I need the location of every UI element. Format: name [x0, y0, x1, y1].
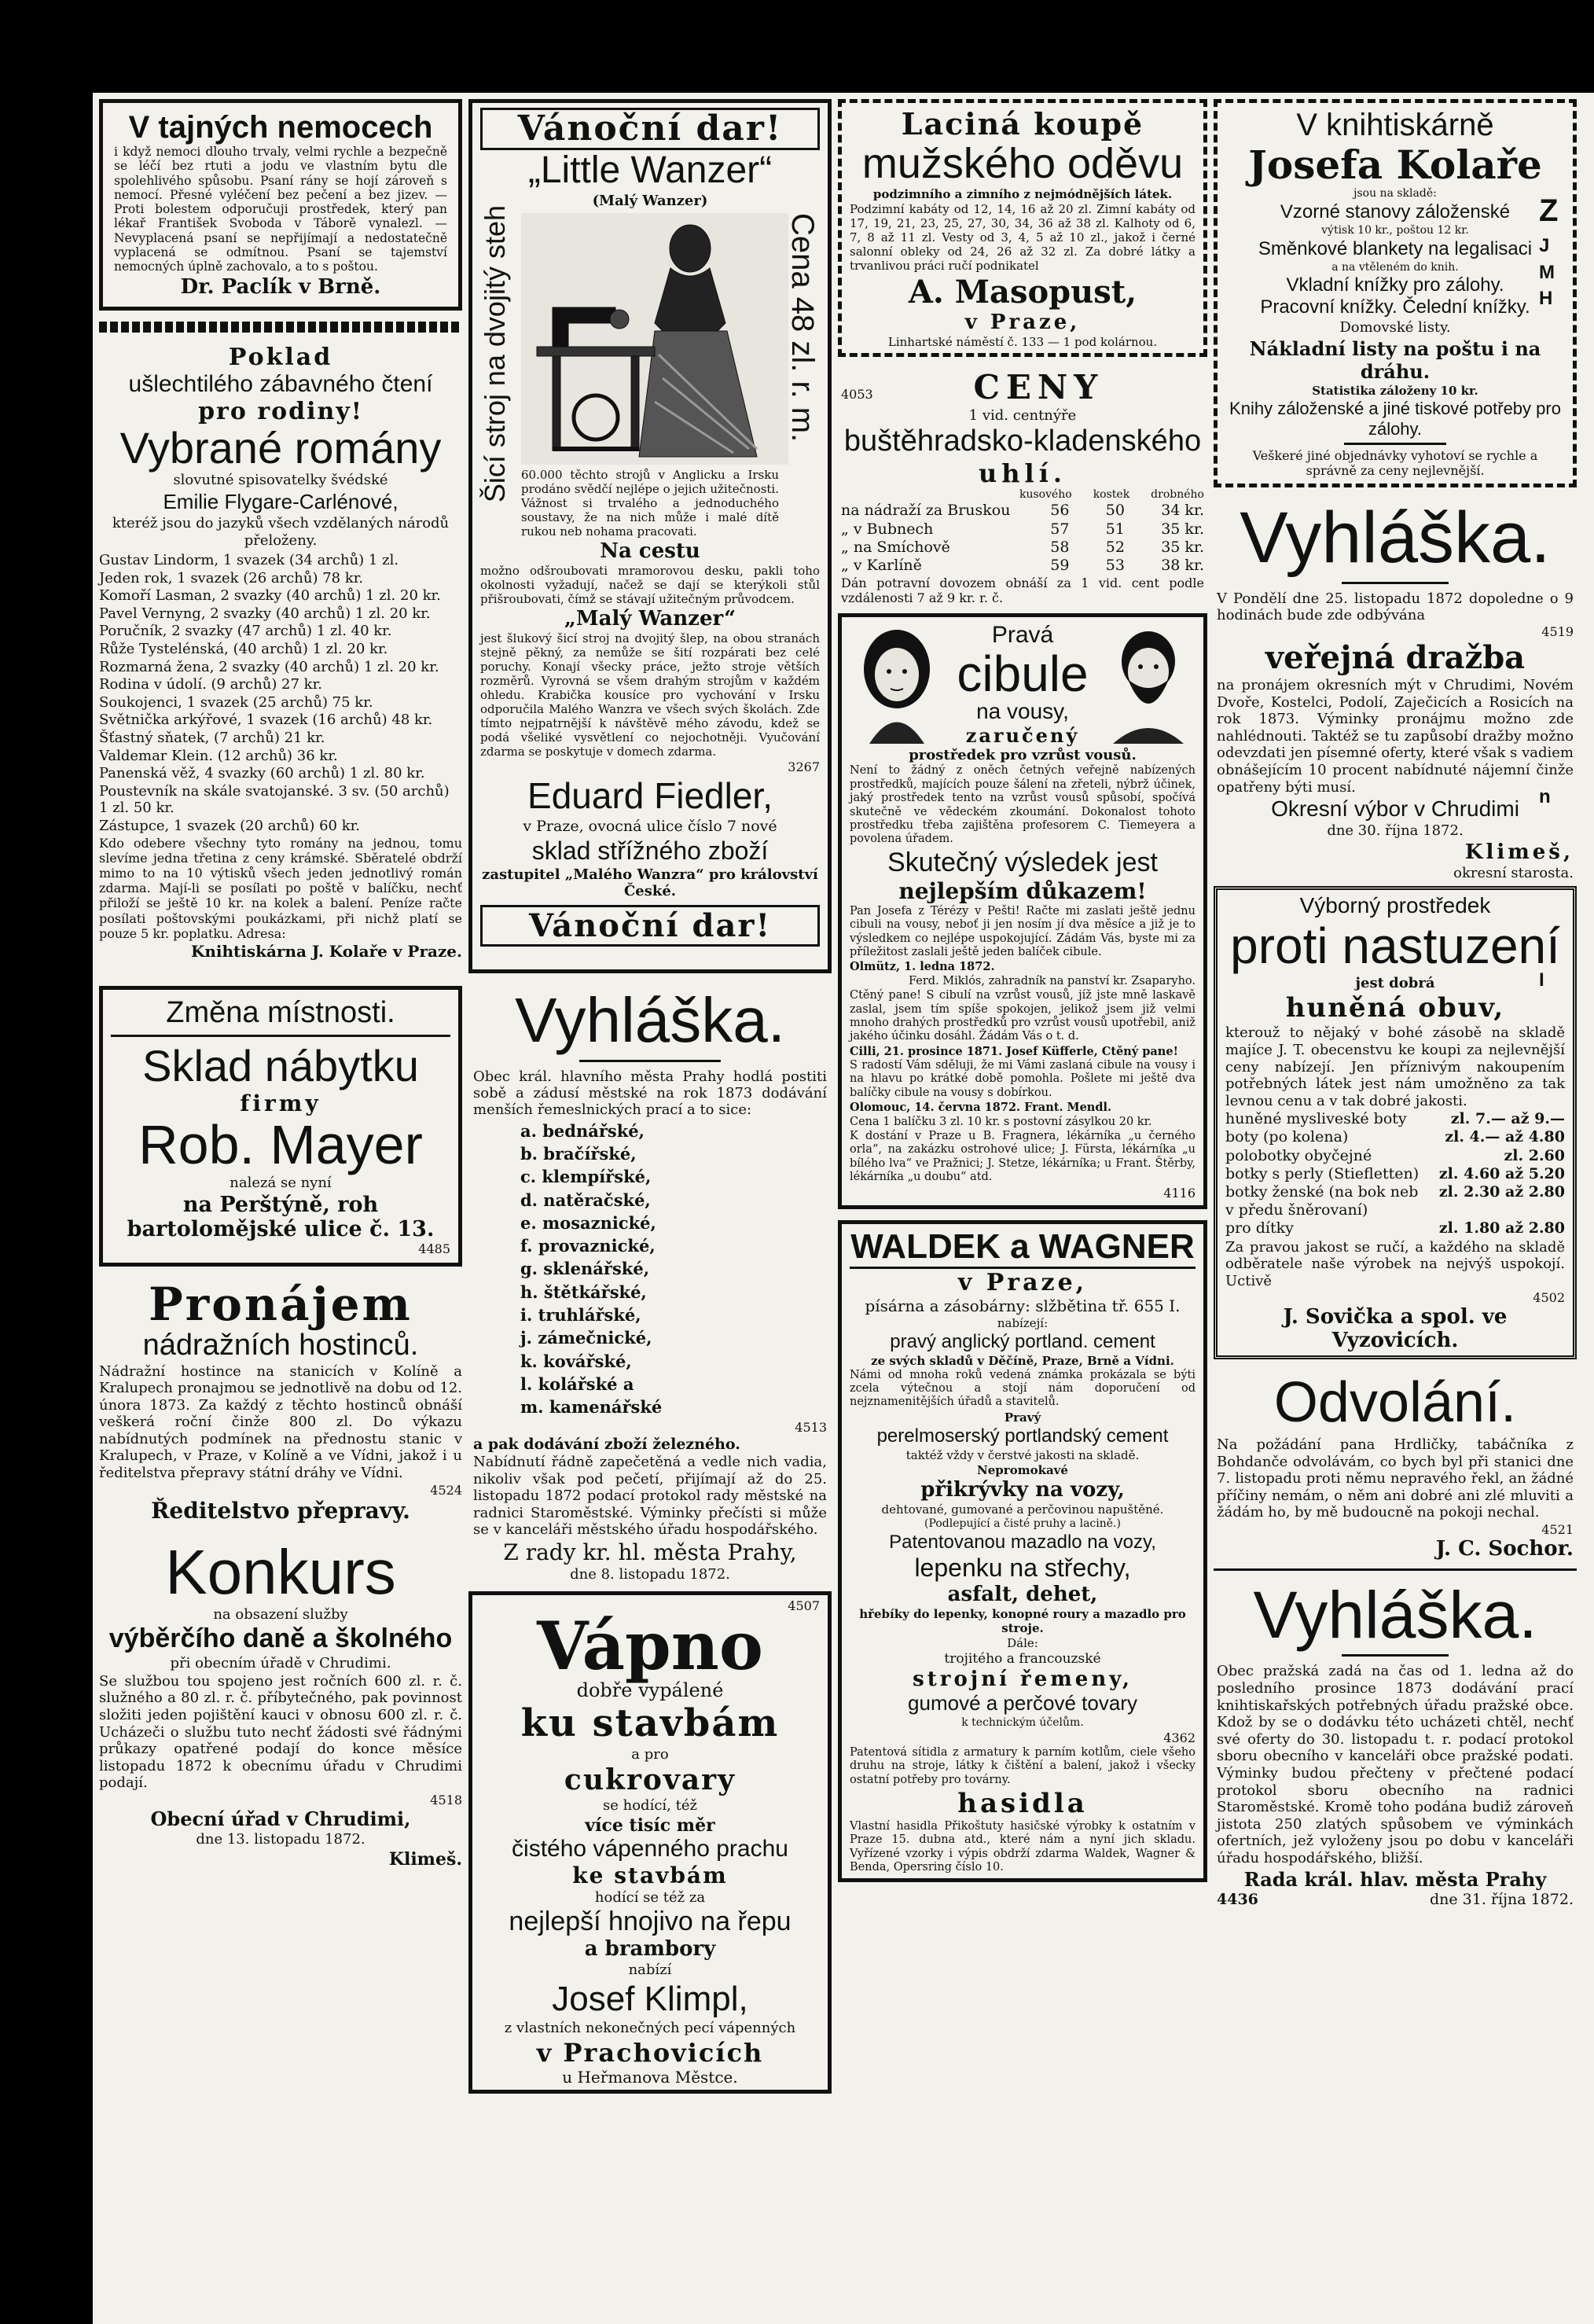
table-cell: zl. 2.60 [1504, 1146, 1565, 1164]
ad-signature: Z rady kr. hl. města Prahy, [503, 1539, 797, 1565]
book-list [99, 552, 462, 835]
ad-testimonial-sign: Cilli, 21. prosince 1871. Josef Küfferle, Ctěný pane! [850, 1044, 1178, 1058]
list-item: g. sklenářské, [520, 1259, 650, 1279]
ad-headline: veřejná dražba [1265, 639, 1526, 677]
divider [1342, 582, 1449, 584]
ad-signature: Klimeš, [1464, 840, 1574, 864]
ad-product: perelmoserský portlandský cement [876, 1425, 1169, 1447]
ad-product: asfalt, dehet, [947, 1582, 1098, 1606]
ad-headline: proti nastuzení [1230, 917, 1560, 975]
table-cell: zl. 2.30 až 2.80 [1438, 1183, 1565, 1201]
list-item: Poustevník na skále svatojanské. 3 sv. (50 archů) 1 zl. 50 kr. [99, 782, 450, 817]
ad-item: Knihy záloženské a jiné tiskové potřeby pro zálohy. [1229, 398, 1561, 439]
table-cell: polobotky obyčejné [1225, 1146, 1372, 1164]
divider [1214, 1568, 1577, 1571]
ad-signature: Obecní úřad v Chrudimi, [150, 1807, 411, 1830]
ad-signature: Klimeš. [388, 1848, 462, 1870]
ad-cibule [838, 613, 1207, 1208]
edge-glyph: J [1539, 235, 1550, 256]
ad-subline: pro rodiny! [198, 397, 363, 425]
table-cell: „ v Bubnech [841, 520, 934, 538]
divider [111, 1035, 450, 1037]
ad-number: 4513 [795, 1419, 827, 1435]
list-item: Jeden rok, 1 svazek (26 archů) 78 kr. [99, 569, 364, 587]
list-item: k. kovářské, [520, 1351, 632, 1371]
ad-title: WALDEK a WAGNER [850, 1227, 1196, 1269]
table-cell: zl. 4.60 až 5.20 [1438, 1164, 1565, 1182]
edge-glyph: M [1539, 261, 1555, 283]
table-cell: 50 [1105, 502, 1125, 520]
ad-headline: ku stavbám [520, 1701, 780, 1745]
list-item: Zástupce, 1 svazek (20 archů) 60 kr. [99, 818, 360, 835]
ad-date: dne 8. listopadu 1872. [570, 1565, 730, 1583]
ad-product: gumové a perčové tovary [908, 1690, 1137, 1715]
ad-role: okresní starosta. [1453, 864, 1574, 881]
ad-subhead: „Malý Wanzer“ [564, 606, 736, 631]
ad-tajne-nemoci [99, 99, 462, 311]
ad-number: 4436 [1217, 1890, 1258, 1908]
ad-huneny-obuv [1214, 886, 1577, 1359]
list-item: Světnička arkýřové, 1 svazek (16 archů) 48 kr. [99, 712, 433, 729]
list-item: Gustav Lindorm, 1 svazek (34 archů) 1 zl. [99, 552, 399, 569]
ad-odvolani [1214, 1370, 1577, 1561]
ad-vanocni-dar [468, 99, 832, 973]
list-item: e. mosaznické, [520, 1212, 656, 1233]
ad-text: trojitého a francouzské [944, 1650, 1101, 1667]
ad-city: v Praze, [964, 310, 1081, 334]
ad-body: i když nemoci dlouho trvaly, velmi rychle a bezpečně se léčí bez rtuti a jodu ve vlastním bytu dle spolehlivého spůsobu. Psaní rány se hojí zároveň s nemocí. Přesné vyléčení bez pečení a bez jizev. — Proti bolestem odporučuji prostředek, který pan lékař František Svoboda v Táborě vynalezl. — Nevyplacená psaní se nepřijímají a nedostatečně vyplacená se odmítnou. Psaní se tajemství nemocných úplně zachovalo, a to s poštou. [114, 145, 447, 274]
ad-subline: nejlepší hnojivo na řepu [509, 1907, 791, 1937]
ad-body: Za pravou jakost se ručí, a každého na skladě odběratele naše výrobek na nejvýš uspokojí. Uctivě [1225, 1238, 1565, 1289]
edge-glyph: Z [1539, 193, 1559, 228]
ad-item: Vzorné stanovy záloženské [1280, 200, 1511, 222]
ad-vapno [468, 1591, 832, 2094]
table-cell: boty (po kolena) [1225, 1128, 1349, 1146]
list-item: Panenská věž, 4 svazky (60 archů) 1 zl. 80 kr. [99, 765, 425, 782]
ad-lacina-koupe [838, 99, 1207, 357]
ad-product-name: „Little Wanzer“ [527, 149, 773, 192]
ad-city: v Praze, [957, 1268, 1088, 1296]
ornament-divider [99, 322, 462, 333]
list-item: Šťastný sňatek, (7 archů) 21 kr. [99, 730, 325, 747]
ad-number: 4485 [418, 1241, 450, 1256]
ad-name: Eduard Fiedler, [527, 774, 773, 816]
ad-headline: cukrovary [564, 1763, 736, 1797]
ad-vertical-text: Cena 48 zl. r. m. [785, 213, 820, 443]
ad-body: S radostí Vám sděluji, že mi Vámi zaslaná cibule na vousy i na hlavu po krátké době pomohla. Pošlete mi ještě dva balíčky cibule na vousy s dobírkou. [850, 1059, 1196, 1099]
divider [579, 1060, 721, 1062]
list-item: i. truhlářské, [520, 1305, 641, 1326]
ad-body: Pan Josefa z Térézy v Pešti! Račte mi zaslati ještě jednu cibuli na vousy, neboť ji jen nosím jí dva měsíce a již je to výsledkem co nejlépe uspokojující. Zádám Vás, byste mi za příležitost zaslali ještě jeden balíček cibule. [850, 904, 1196, 958]
ad-vyhlaska-praha [468, 984, 832, 1583]
ad-text: nalezá se nyní [230, 1175, 332, 1192]
divider [1342, 1654, 1449, 1657]
table-row [841, 557, 1204, 575]
ad-headline: cibule [957, 645, 1089, 703]
table-cell: 51 [1105, 520, 1125, 538]
table-row [841, 520, 1204, 539]
ad-text: více tisíc měr [585, 1815, 715, 1836]
column-4 [1214, 99, 1577, 1909]
ad-subline: a brambory [584, 1937, 716, 1962]
ad-address: na Perštýně, roh bartolomějské ulice č. 13. [127, 1192, 435, 1241]
ad-text: Dále: [1007, 1635, 1038, 1650]
ad-number: 4507 [788, 1598, 820, 1613]
ad-text: z vlastních nekonečných pecí vápenných [504, 2019, 796, 2036]
list-item: Poručník, 2 svazky (47 archů) 1 zl. 40 kr. [99, 623, 392, 640]
ad-name: Rob. Mayer [138, 1113, 423, 1175]
list-item: a. bednářské, [520, 1120, 645, 1141]
table-cell: zl. 7.— až 9.— [1450, 1110, 1565, 1128]
list-item: Rozmarná žena, 2 svazky (40 archů) 1 zl. 20 kr. [99, 658, 439, 675]
ad-subline: zaručený [965, 724, 1080, 748]
list-item: h. štětkářské, [520, 1282, 647, 1302]
table-row [1225, 1147, 1565, 1165]
ad-body: Nádražní hostince na stanicích v Kolíně a Kralupech pronajmou se jednotlivě na dobu od 12. února 1873. Za každý z těchto hostinců obnáší veškerá roční činže 800 zl. Do výkazu nabídnutých podmínek na přednostu stanic v Kralupech, v Praze, v Kolíně a ve Vídni, jakož i u ředitelstva přepravy státní dráhy ve Vídni. [99, 1362, 462, 1482]
ad-title: Vápno [537, 1606, 763, 1685]
ad-body: Dán potravní dovozem obnáší za 1 vid. cent podle vzdálenosti 7 až 9 kr. r. č. [841, 575, 1204, 606]
ad-text: výtisk 10 kr., poštou 12 kr. [1321, 223, 1469, 237]
ad-konkurs [99, 1536, 462, 1870]
ad-text: Nepromokavé [977, 1462, 1068, 1477]
ad-signature: J. C. Sochor. [1435, 1537, 1574, 1561]
ad-signature: Okresní výbor v Chrudimi [1271, 796, 1519, 822]
list-item: j. zámečnické, [520, 1328, 652, 1348]
table-row [841, 539, 1204, 557]
ad-headline: Konkurs [165, 1536, 396, 1607]
ad-number: 4518 [430, 1793, 462, 1807]
ad-body: K dostání v Praze u B. Fragnera, lékárníka „u černého orla“, na zakázku ostrohové ulice; J. Fürsta, lékárníka „u bílého lva“ ve Pražnici; J. Stetze, lékárníka; u Frant. Štěrby, lékárníka „u doubu“ atd. [850, 1130, 1196, 1184]
table-cell: 38 kr. [1161, 556, 1204, 574]
ad-body: Obec král. hlavního města Prahy hodlá postiti sobě a zádusí městské na rok 1873 dodávání menších řemeslnických prací a to sice: [473, 1068, 827, 1119]
ad-item: Vkladní knížky pro zálohy. [1286, 274, 1504, 296]
ad-headline: Vybrané romány [119, 422, 442, 473]
ad-text: Pravá [991, 622, 1054, 649]
ad-text: Pravý [1004, 1410, 1041, 1425]
ad-price: Cena 1 balíčku 3 zl. 10 kr. s postovní zásylkou 20 kr. [850, 1115, 1152, 1128]
ad-text: dobře vypálené [576, 1679, 724, 1701]
ad-headline: uhlí. [979, 458, 1067, 489]
ad-subline: nádražních hostinců. [142, 1328, 419, 1362]
ad-body: Vlastní hasidla Přikoštuty hasičské výrobky k ostatním v Praze 15. dubna atd., které nám a nyní jich skladu. Vyřízené vzorky i výpis obdrží zdarma Waldek, Wagner & Benda, Opersring číslo 10. [850, 1819, 1196, 1874]
ad-vyhlaska-chrudim [1214, 498, 1577, 881]
ad-headline: mužského oděvu [861, 140, 1184, 187]
ad-signature: Rada král. hlav. města Prahy [1243, 1867, 1547, 1891]
ad-text: nabízejí: [997, 1315, 1049, 1330]
ad-headline: Sklad nábytku [142, 1040, 419, 1090]
ad-text: hřebíky do lepenky, konopné roury a mazadlo pro stroje. [859, 1606, 1186, 1635]
ad-signature: Dr. Paclík v Brně. [180, 274, 381, 299]
ad-text: se hodící, též [603, 1797, 697, 1815]
ad-text: Domovské listy. [1339, 319, 1451, 336]
list-item: m. kamenářské [520, 1397, 663, 1418]
ad-signature: Ředitelstvo přepravy. [151, 1497, 410, 1524]
ad-subline: ke stavbám [572, 1862, 728, 1888]
table-header-cell: kusového [1019, 488, 1072, 502]
ad-address: v Praze, ovocná ulice číslo 7 nové [523, 817, 777, 835]
ad-headline: Josefa Kolaře [1248, 142, 1542, 188]
ad-address: písárna a zásobárny: slžbětina tř. 655 I. [865, 1296, 1181, 1315]
ad-title: V tajných nemocech [128, 110, 433, 145]
ad-headline: Laciná koupě [901, 106, 1144, 142]
list-item: Pavel Vernyng, 2 svazky (40 archů) 1 zl. 20 kr. [99, 605, 431, 622]
ad-body: jest šlukový šicí stroj na dvojitý šlep, na obou stranách stejně pěkný, za nemůže se šití rozpárati bez celé poruchy. Konají všecky práce, ježto stroje větších rozměrů. Vyrovná se všem drahým strojům v každém ohledu. Krabička kousíce pro vychování v Irsku odporučila Malého Wanzra ve všech svých školách. Zde tímto nejpatrnější k návštěvě mého závodu, kdež se podá všeliké vysvětlení co nejochotněji. Vyučování zdarma se poskytuje v domech zdarma. [480, 631, 820, 759]
ad-subline: ušlechtilého zábavného čtení [128, 370, 433, 397]
list-item: b. bračířské, [520, 1144, 637, 1164]
divider [1344, 443, 1446, 445]
ad-title: Odvolání. [1273, 1371, 1517, 1435]
ad-body: Podzimní kabáty od 12, 14, 16 až 20 zl. Zimní kabáty od 17, 19, 21, 23, 25, 27, 30, 34, 36 až 38 zl. Kalhoty od 6, 7, 8 až 11 zl. Vesty od 3, 4, 5 až 10 zl., jakož i černé salonní obleky od 24, 26 až 32 zl. Za dobré látky a trvanlivou práci ručí podnikatel [850, 201, 1196, 273]
ad-subhead: Na cestu [600, 539, 700, 563]
ad-ceny-uhli [838, 368, 1207, 606]
ad-subline: čistého vápenného prachu [512, 1835, 788, 1862]
ad-title: V knihtiskárně [1296, 108, 1494, 142]
ad-number: 3267 [788, 759, 820, 774]
ad-pronajem [99, 1277, 462, 1524]
ad-body: Obec pražská zadá na čas od 1. ledna až do posledního prosince 1873 dodávání prací knihtiskařských potřebných úřadu pražské obce. Kdož by se o dodávku této ucházeti chtěl, nechť své oferty do 30. listopadu t. r. podací protokol sboru obecního v kanceláři obce pražské podati. Výminky budou přečteny v přečtené podací protokol sboru obecního na radnici Staroměstské. Kromě toho podána budiž zároveň jistota 250 zlatých spůsobem ve výminkách ofertních, jež vyloženy jsou po dobu v kanceláři úřadu hospodářského, bližší. [1217, 1663, 1574, 1866]
ad-text: (Podlepující a čisté pruhy a lacině.) [924, 1517, 1121, 1530]
table-row [1225, 1110, 1565, 1128]
list-item: Komoří Lasman, 2 svazky (40 archů) 1 zl. 20 kr. [99, 587, 441, 605]
table-cell: 35 kr. [1161, 520, 1204, 538]
ad-date: dne 30. října 1872. [1327, 822, 1464, 840]
ad-product: hasidla [957, 1787, 1088, 1819]
ad-text: prostředek pro vzrůst vousů. [909, 747, 1137, 764]
edge-glyph: n [1539, 785, 1551, 807]
list-item: Růže Tystelénská, (40 archů) 1 zl. 20 kr. [99, 641, 388, 658]
ad-subline: na vousy, [976, 699, 1069, 724]
ad-product: lepenku na střechy, [914, 1553, 1131, 1582]
ad-headline: Poklad [228, 343, 333, 371]
table-cell: huněné mysliveské boty [1225, 1110, 1407, 1128]
ad-text: nabízí [628, 1962, 672, 1979]
ad-text: hodící se též za [594, 1888, 706, 1906]
ad-product-sub: (Malý Wanzer) [592, 193, 708, 210]
table-cell: zl. 1.80 až 2.80 [1438, 1219, 1565, 1237]
column-2 [468, 99, 832, 2105]
ad-text: a na vtěleném do knih. [1331, 260, 1459, 274]
ad-date: dne 13. listopadu 1872. [196, 1831, 365, 1848]
list-item: Rodina v údolí. (9 archů) 27 kr. [99, 676, 322, 693]
ad-text: dehtované, gumované a perčovinou napuštěné. [881, 1502, 1164, 1517]
table-header-cell: kostek [1093, 488, 1130, 502]
table-header-cell: drobného [1151, 488, 1204, 502]
table-cell: 35 kr. [1161, 538, 1204, 556]
ad-date: dne 31. října 1872. [1430, 1890, 1574, 1908]
table-cell: „ v Karlíně [841, 556, 922, 574]
ad-text: u Heřmanova Městce. [562, 2067, 738, 2087]
ad-vyhlaska-knihtisk [1214, 1579, 1577, 1909]
list-item: l. kolářské a [520, 1373, 634, 1394]
ad-knihtiskarna [1214, 99, 1577, 487]
ad-title: Vyhláška. [1240, 498, 1551, 579]
ad-text: na obsazení služby [213, 1605, 348, 1623]
table-row [1225, 1165, 1565, 1183]
table-cell: zl. 4.— až 4.80 [1445, 1128, 1565, 1146]
ad-body: V Pondělí dne 25. listopadu 1872 dopoledne o 9 hodinách bude zde odbývána [1217, 590, 1574, 623]
ad-vertical-text: Šicí stroj na dvojitý steh [479, 205, 511, 503]
column-3 [838, 99, 1207, 1893]
table-cell: botky s perly (Stiefletten) [1225, 1164, 1420, 1182]
woman-portrait-illustration [850, 626, 944, 744]
list-item: c. klempířské, [520, 1167, 652, 1187]
table-cell: pro dítky [1225, 1219, 1294, 1237]
ad-number: 4519 [1541, 624, 1574, 640]
ad-item: Pracovní knížky. Čelední knížky. [1260, 296, 1530, 318]
ad-body: Na požádání pana Hrdličky, tabáčníka z Bohdanče odvolávám, co bych byl při stanici dne 7. listopadu proti němu nepravého řekl, an žádné příčiny nemám, o něm ani dobré ani zlé mluviti a žádám ho, by mě budoucně na pokoji nechal. [1217, 1436, 1574, 1521]
table-row [1225, 1219, 1565, 1237]
ad-text: Statistika záloženy 10 kr. [1312, 383, 1478, 398]
ad-headline: Pronájem [149, 1277, 413, 1331]
ad-body: možno odšroubovati mramorovou desku, pakli toho okolnosti vyžadují, načež se dají se kterýkoli stůl přišroubovati, čímž se stávají užitečným průvodcem. [480, 563, 820, 606]
ad-address: Linhartské náměstí č. 133 — 1 pod kolárnou. [887, 334, 1158, 349]
ad-name: Josef Klimpl, [552, 1979, 748, 2018]
ad-text: slovutné spisovatelky švédské [173, 472, 388, 489]
ad-zmena-mistnosti [99, 986, 462, 1267]
ad-number: 4521 [1541, 1522, 1574, 1538]
ad-text: podzimního a zimního z nejmódnějších látek. [872, 186, 1173, 201]
ad-body: kterouž to nějaký v bohé zásobě na skladě majíce J. T. obecenstvu ke koupi za nejlevnější ceny nabízejí. Jen příznivým nakoupením potřebných látek jest nám umožněno za tak levnou cenu a v tak dobré jakosti. [1225, 1024, 1565, 1109]
ad-headline: Vánoční dar! [480, 905, 820, 947]
ad-title: CENY [973, 367, 1104, 406]
table-cell: 53 [1105, 556, 1125, 574]
table-row [1225, 1128, 1565, 1146]
ad-text: ze svých skladů v Děčíně, Praze, Brně a Vídni. [871, 1353, 1174, 1368]
edge-glyph: H [1539, 288, 1553, 310]
adjacent-page-edge [1539, 181, 1594, 1832]
ad-text: a pak dodávání zboží železného. [473, 1435, 740, 1453]
table-row [1225, 1183, 1565, 1219]
ad-text: Veškeré jiné objednávky vyhotoví se rychle a správně za ceny nejlevnější. [1252, 447, 1538, 479]
ad-body: Není to žádný z oněch četných veřejně nabízených prostředků, majících pouze šálení na zřeteli, nýbrž účinek, jaký prostředek tento na vzrůst vousů spůsobí, spočívá skutečně ve vědeckém zkoumání. Dokonalost tohoto prostředku třeba zajištěna profesorem C. Tiemeyera a povolena úřadem. [850, 764, 1196, 846]
list-item: f. provaznické, [520, 1236, 656, 1256]
ad-headline: Vánoční dar! [480, 108, 820, 150]
ad-waldek-wagner [838, 1220, 1207, 1883]
ad-body: Patentová sítidla z armatury k parním kotlům, ciele všeho druhu na stroje, látky k čištění a balení, jakož i všecky ostatní potřeby pro továrny. [850, 1745, 1196, 1786]
ad-product: strojní řemeny, [913, 1667, 1133, 1691]
edge-glyph: I [1539, 969, 1544, 991]
ad-number: 4053 [841, 386, 873, 402]
table-header [841, 488, 1204, 502]
ad-product: Patentovanou mazadlo na vozy, [889, 1531, 1156, 1553]
list-item: d. natěračské, [520, 1190, 651, 1210]
ad-name: A. Masopust, [908, 273, 1137, 311]
ad-item: Nákladní listy na poštu i na dráhu. [1249, 336, 1541, 383]
ad-text: firmy [240, 1090, 321, 1116]
ad-subhead: Skutečný výsledek jest [887, 847, 1158, 877]
ad-body: 60.000 těchto strojů v Anglicku a Irsku prodáno svědčí nejlépe o jejich užitečnosti. Vážnost si trvalého a jednoduchého soustavy, že na nich může i malé dítě rukou neb nohama pracovati. [521, 467, 779, 539]
ad-author: Emilie Flygare-Carlénové, [163, 489, 398, 513]
ad-testimonial-sign: Ferd. Miklós, zahradník na panství kr. Zsaparyho. [909, 974, 1196, 987]
ad-text: kteréž jsou do jazyků všech vzdělaných národů přeloženy. [112, 514, 450, 549]
ad-text: 1 vid. centnýře [968, 406, 1077, 424]
ad-title: Změna místnosti. [166, 995, 395, 1029]
ad-testimonial-sign: Olmütz, 1. ledna 1872. [850, 960, 995, 974]
table-row [841, 502, 1204, 520]
newspaper-page [93, 93, 1594, 2324]
ad-headline: buštěhradsko-kladenského [843, 425, 1202, 458]
ad-title: Vyhláška. [515, 985, 785, 1055]
table-cell: 52 [1105, 538, 1125, 556]
table-cell: botky ženské (na bok neb v předu šněrovaní) [1225, 1183, 1419, 1219]
ad-subhead: nejlepším důkazem! [898, 877, 1147, 904]
table-cell: 57 [1050, 520, 1070, 538]
table-cell: 58 [1050, 538, 1070, 556]
ad-number: 4502 [1533, 1290, 1565, 1306]
ad-text: k technickým účelům. [961, 1715, 1084, 1729]
ad-text: při obecním úřadě v Chrudimi. [170, 1655, 391, 1672]
ad-text: a pro [631, 1745, 669, 1763]
ad-product: přikrývky na vozy, [920, 1477, 1125, 1502]
ad-text: zastupitel „Malého Wanzra“ pro království České. [482, 866, 818, 900]
ad-title: Vyhláška. [1253, 1578, 1537, 1653]
ad-body: Se službou tou spojeno jest ročních 600 zl. r. č. služného a 80 zl. r. č. příbytečného, pak povinnost složiti jeden pojištění kauci v obnosu 600 zl. r. č. Ucházeči o službu tuto nechť žádosti své řádnými průkazy opatřené podají do konce měsíce listopadu 1872 k obecnímu úřadu v Chrudimi podají. [99, 1672, 462, 1792]
ad-text: jsou na skladě: [1353, 187, 1437, 200]
ad-text: jest dobrá [1355, 974, 1435, 991]
ad-subline: výběrčího daně a školného [108, 1623, 453, 1654]
ad-item: Směnkové blankety na legalisaci [1258, 237, 1533, 259]
column-1 [99, 99, 462, 1870]
ad-body: Ctěný pane! S cibulí na vzrůst vousů, jíž jste mně laskavě zaslal, jsem tím spíše spokojen, jelikož jsem již velmi mnoho drahých prostředků pro vzrůst vousů upotřebil, aniž jakého účinku dosáhl. Žádám Vás o t. d. [850, 989, 1196, 1043]
bearded-man-portrait-illustration [1101, 626, 1196, 744]
table-cell: 34 kr. [1161, 502, 1204, 520]
ad-place: v Prachovicích [536, 2037, 764, 2068]
ad-number: 4362 [1163, 1730, 1196, 1745]
ad-signature: Knihtiskárna J. Kolaře v Praze. [190, 941, 462, 961]
table-cell: na nádraží za Bruskou [841, 502, 1011, 520]
ad-text: taktéž vždy v čerstvé jakosti na skladě. [905, 1447, 1140, 1462]
table-cell: 59 [1050, 556, 1070, 574]
ad-body: Námi od mnoha roků vedená známka prokázala se býti zcela výtečnou a stojí nám doporučení od nejznamenitějších úřadů a stavitelů. [850, 1368, 1196, 1409]
list-item: Soukojenci, 1 svazek (25 archů) 75 kr. [99, 693, 373, 711]
ad-signature: J. Sovička a spol. ve Vyzovicích. [1283, 1305, 1508, 1353]
ad-number: 4116 [1163, 1185, 1196, 1201]
ad-body: Nabídnutí řádně zapečetěná a vedle nich vadia, nikoliv však pod pečetí, přijímají až do 25. listopadu 1872 podací protokol rady městské na radnici Staroměstské. Výminky přečísti si může se v kanceláři městského úřadu hospodářského. [473, 1453, 827, 1539]
ad-body: Kdo odebere všechny tyto romány na jednou, tomu slevíme jedna třetina z ceny krámské. Sběratelé obdrží mimo to na 10 výtisků všech jeden jednotlivý román zdarma. Mají-li se posílati po poště v balíčku, nechť přiloží se ještě 10 kr. na kolek a balení. Peníze račte posílati poštovskými poukázkami, při nichž platí se pouze 5 kr. poplatku. Adresa: [99, 835, 462, 941]
ad-number: 4524 [430, 1482, 462, 1498]
table-cell: 56 [1050, 502, 1070, 520]
ad-poklad [99, 344, 462, 961]
table-cell: „ na Smíchově [841, 538, 950, 556]
ad-text: Výborný prostředek [1299, 893, 1491, 918]
ad-footer [1217, 1891, 1574, 1909]
ad-headline: huněná obuv, [1285, 992, 1505, 1024]
ad-product: pravý anglický portland. cement [890, 1330, 1155, 1352]
sewing-machine-illustration [521, 213, 788, 465]
list-item: Valdemar Klein. (12 archů) 36 kr. [99, 747, 338, 764]
ad-body: na pronájem okresních mýt v Chrudimi, Novém Dvoře, Kostelci, Podolí, Zaječicích a Rosicích na rok 1873. Výminky pronájmu možno zde nahlédnouti. Taktéž se tu zapůsobí dražby možno odevzdati jen písemné oferty, které však s vadiem obnášejícím 10 procent nabídnuté nájemní činže opatřeny býti musí. [1217, 677, 1574, 796]
ad-subline: sklad střížného zboží [531, 836, 769, 865]
ad-testimonial-sign: Olomouc, 14. června 1872. Frant. Mendl. [850, 1101, 1112, 1115]
